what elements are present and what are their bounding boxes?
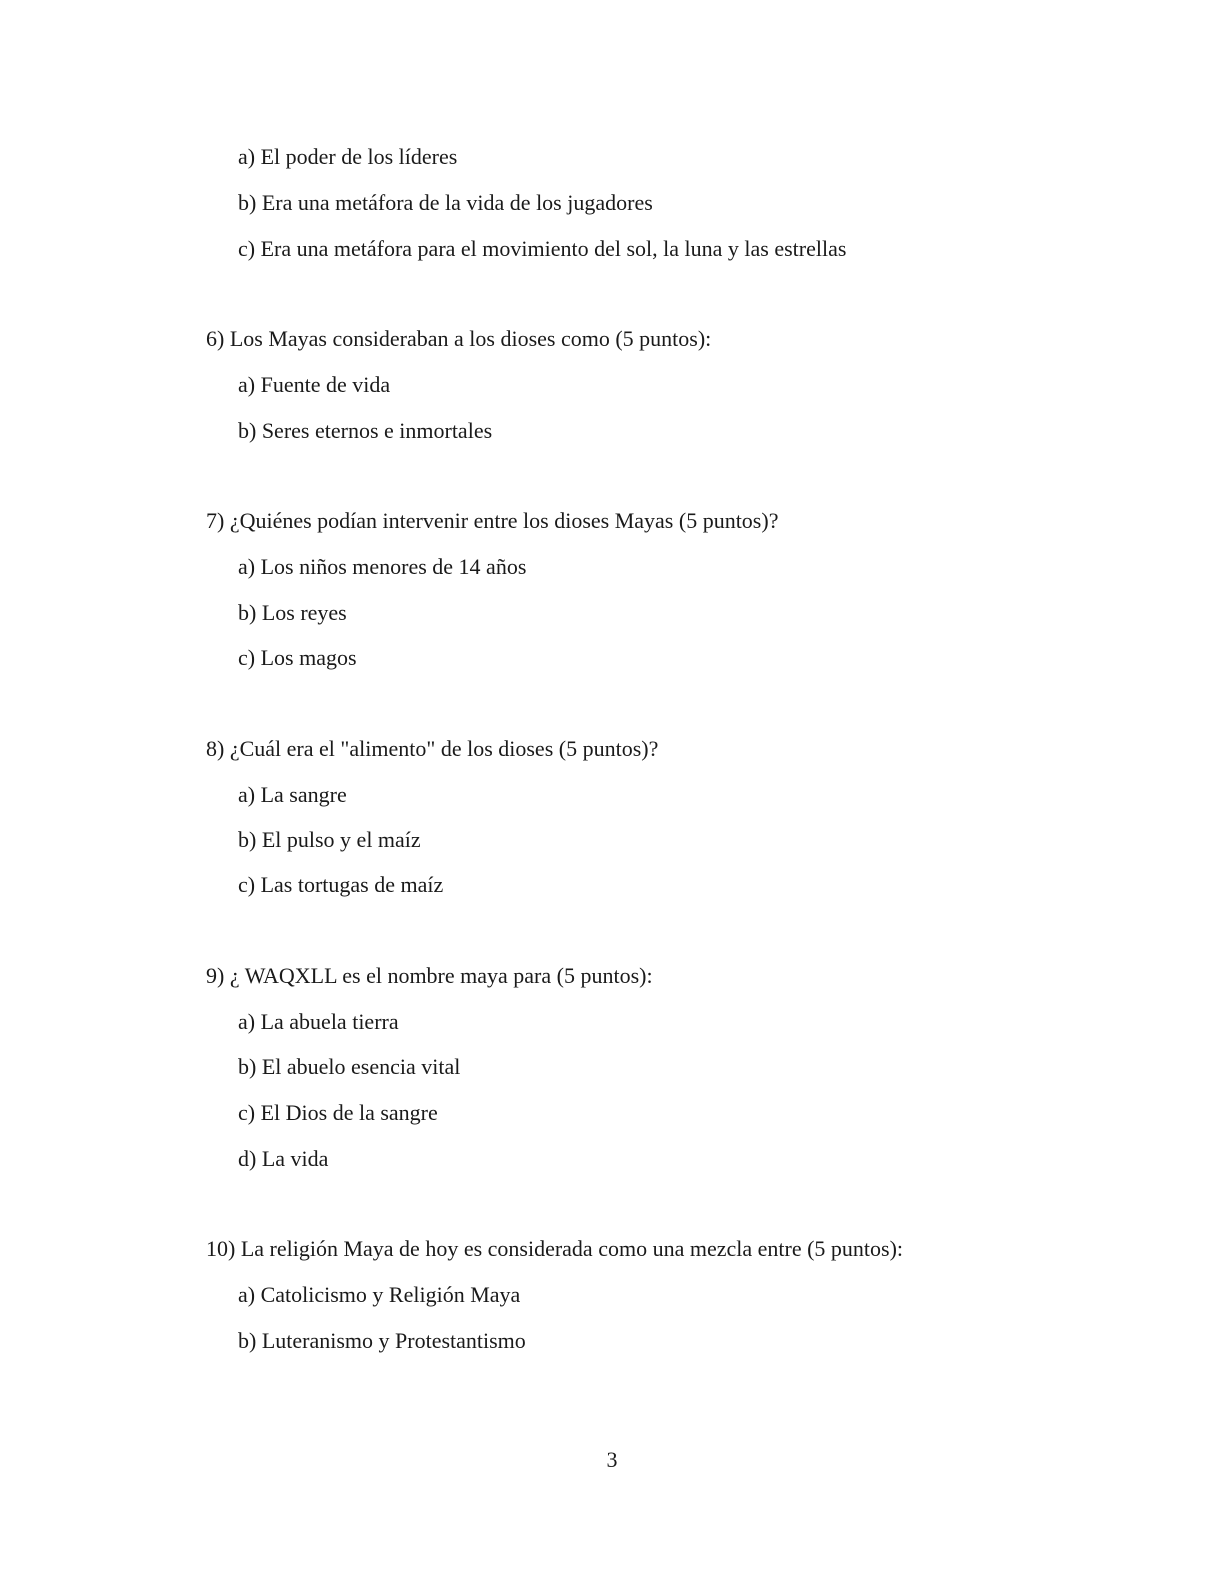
question-9-option-d: d) La vida (238, 1146, 329, 1171)
question-9-option-c: c) El Dios de la sangre (238, 1100, 438, 1125)
question-6-option-b: b) Seres eternos e inmortales (238, 418, 493, 443)
question-7: 7) ¿Quiénes podían intervenir entre los dioses Mayas (5 puntos)? (206, 508, 779, 533)
question-7-option-a: a) Los niños menores de 14 años (238, 554, 527, 579)
question-8: 8) ¿Cuál era el "alimento" de los dioses (5 puntos)? (206, 736, 659, 761)
option-b: b) Era una metáfora de la vida de los jugadores (238, 190, 653, 215)
option-c: c) Era una metáfora para el movimiento del sol, la luna y las estrellas (238, 236, 847, 261)
question-9-option-a: a) La abuela tierra (238, 1009, 399, 1034)
question-10: 10) La religión Maya de hoy es considerada como una mezcla entre (5 puntos): (206, 1236, 904, 1261)
option-a: a) El poder de los líderes (238, 144, 458, 169)
page-number: 3 (606, 1447, 618, 1472)
question-8-option-c: c) Las tortugas de maíz (238, 872, 444, 897)
question-10-option-b: b) Luteranismo y Protestantismo (238, 1328, 526, 1353)
question-7-option-c: c) Los magos (238, 645, 357, 670)
question-8-option-a: a) La sangre (238, 782, 347, 807)
question-6: 6) Los Mayas consideraban a los dioses como (5 puntos): (206, 326, 712, 351)
question-7-option-b: b) Los reyes (238, 600, 347, 625)
question-6-option-a: a) Fuente de vida (238, 372, 391, 397)
question-8-option-b: b) El pulso y el maíz (238, 827, 421, 852)
question-10-option-a: a) Catolicismo y Religión Maya (238, 1282, 521, 1307)
question-9-option-b: b) El abuelo esencia vital (238, 1054, 461, 1079)
question-9: 9) ¿ WAQXLL es el nombre maya para (5 puntos): (206, 963, 653, 988)
